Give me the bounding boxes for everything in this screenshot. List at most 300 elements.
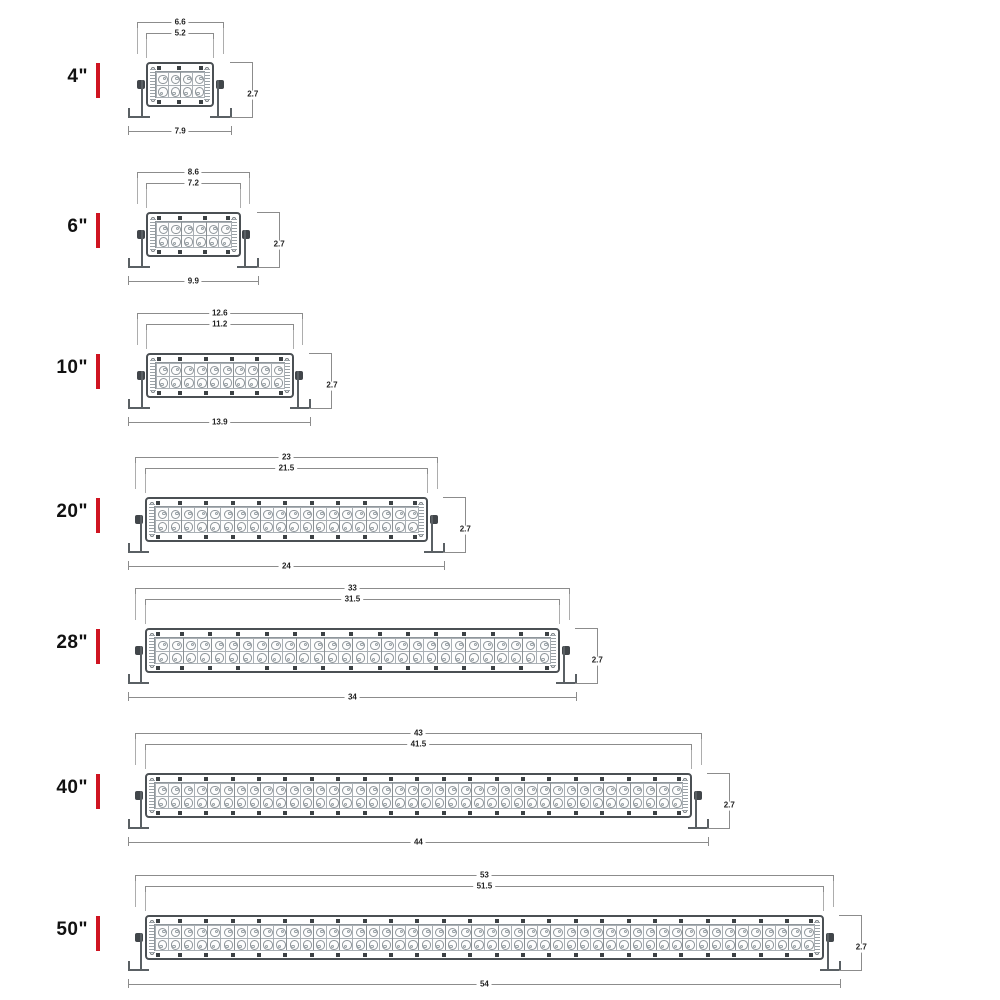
led-reflector-icon xyxy=(171,378,181,388)
led-dot-icon xyxy=(199,383,203,387)
led-reflector-icon xyxy=(487,940,497,950)
led-reflector-icon xyxy=(369,522,379,532)
led-reflector-icon xyxy=(369,786,379,796)
led-reflector-icon xyxy=(257,641,267,651)
size-label: 28" xyxy=(56,632,88,653)
led-reflector-icon xyxy=(356,641,366,651)
led-reflector-icon xyxy=(646,940,656,950)
led-cell xyxy=(366,520,380,534)
led-cell xyxy=(522,651,537,665)
led-dot-icon xyxy=(318,643,322,647)
led-cell xyxy=(432,938,446,952)
led-reflector-icon xyxy=(606,786,616,796)
led-dot-icon xyxy=(383,527,387,531)
led-dot-icon xyxy=(162,512,166,516)
led-dot-icon xyxy=(621,945,625,949)
dim-label: 2.7 xyxy=(323,382,340,391)
rail-bolt-icon xyxy=(547,919,551,923)
dim-tick xyxy=(840,979,841,988)
led-cell xyxy=(603,796,617,810)
led-reflector-icon xyxy=(487,786,497,796)
led-cell xyxy=(735,938,749,952)
led-dot-icon xyxy=(185,242,189,246)
led-cell xyxy=(300,520,314,534)
led-dot-icon xyxy=(806,945,810,949)
led-dot-icon xyxy=(690,930,694,934)
led-reflector-icon xyxy=(314,641,324,651)
led-dot-icon xyxy=(268,930,272,934)
bracket-upright xyxy=(140,515,142,553)
lens-divider xyxy=(180,72,181,97)
red-accent-bar xyxy=(96,213,100,248)
led-reflector-icon xyxy=(593,940,603,950)
rail-bolt-icon xyxy=(279,391,283,395)
dim-label: 11.2 xyxy=(209,320,230,329)
led-dot-icon xyxy=(428,658,432,662)
led-cell xyxy=(260,783,274,797)
led-reflector-icon xyxy=(328,653,338,663)
led-reflector-icon xyxy=(159,366,169,376)
led-dot-icon xyxy=(173,383,177,387)
led-dot-icon xyxy=(743,930,747,934)
dim-tick xyxy=(230,117,252,118)
led-cell xyxy=(234,507,248,521)
rail-bolt-icon xyxy=(389,953,393,957)
led-dot-icon xyxy=(172,92,176,96)
led-cell xyxy=(338,638,353,652)
led-dot-icon xyxy=(317,527,321,531)
led-dot-icon xyxy=(476,803,480,807)
led-cell xyxy=(168,783,182,797)
led-cell xyxy=(181,235,195,249)
lightbar-housing xyxy=(146,212,241,257)
size-row-4 xyxy=(0,8,1000,148)
led-cell xyxy=(271,363,285,377)
led-cell xyxy=(168,520,182,534)
led-cell xyxy=(748,925,762,939)
led-reflector-icon xyxy=(184,225,194,235)
led-reflector-icon xyxy=(158,75,168,85)
led-cell xyxy=(225,638,240,652)
led-cell xyxy=(522,638,537,652)
rail-bolt-icon xyxy=(389,535,393,539)
lens-area xyxy=(155,71,206,98)
lightbar-housing xyxy=(146,62,215,107)
lens-area xyxy=(154,506,420,533)
led-dot-icon xyxy=(175,77,179,81)
dim-label: 7.2 xyxy=(185,179,202,188)
led-reflector-icon xyxy=(316,786,326,796)
dim-label: 7.9 xyxy=(172,127,189,136)
led-dot-icon xyxy=(414,658,418,662)
led-reflector-icon xyxy=(248,378,258,388)
rail-bolt-icon xyxy=(208,666,212,670)
led-cell xyxy=(324,638,339,652)
led-reflector-icon xyxy=(398,653,408,663)
dim-tick xyxy=(839,970,861,971)
led-reflector-icon xyxy=(316,940,326,950)
bracket-foot xyxy=(688,827,709,829)
led-dot-icon xyxy=(212,803,216,807)
led-dot-icon xyxy=(442,658,446,662)
led-dot-icon xyxy=(199,77,203,81)
led-reflector-icon xyxy=(501,928,511,938)
led-dot-icon xyxy=(237,383,241,387)
led-cell xyxy=(155,520,169,534)
led-reflector-icon xyxy=(725,928,735,938)
led-reflector-icon xyxy=(159,237,169,247)
extension-line xyxy=(240,189,241,208)
led-cell xyxy=(352,638,367,652)
led-dot-icon xyxy=(459,643,463,647)
rail-bolt-icon xyxy=(785,953,789,957)
red-accent-bar xyxy=(96,498,100,533)
led-cell xyxy=(156,376,170,390)
led-dot-icon xyxy=(513,658,517,662)
led-dot-icon xyxy=(505,930,509,934)
led-cell xyxy=(197,651,212,665)
led-dot-icon xyxy=(400,512,404,516)
led-reflector-icon xyxy=(514,928,524,938)
led-reflector-icon xyxy=(223,378,233,388)
led-cell xyxy=(181,507,195,521)
bracket-foot xyxy=(128,682,149,684)
led-dot-icon xyxy=(159,803,163,807)
led-cell xyxy=(234,520,248,534)
led-cell xyxy=(656,925,670,939)
led-dot-icon xyxy=(413,512,417,516)
led-dot-icon xyxy=(650,930,654,934)
led-reflector-icon xyxy=(356,940,366,950)
rail-bolt-icon xyxy=(336,777,340,781)
led-dot-icon xyxy=(172,945,176,949)
led-dot-icon xyxy=(532,788,536,792)
led-dot-icon xyxy=(730,930,734,934)
led-reflector-icon xyxy=(342,786,352,796)
led-reflector-icon xyxy=(158,522,168,532)
red-accent-bar xyxy=(96,354,100,389)
lens-divider xyxy=(207,507,208,532)
led-dot-icon xyxy=(320,930,324,934)
led-reflector-icon xyxy=(224,928,234,938)
rail-bolt-icon xyxy=(156,953,160,957)
led-cell xyxy=(282,651,297,665)
rail-bolt-icon xyxy=(406,666,410,670)
rail-bolt-icon xyxy=(545,666,549,670)
led-reflector-icon xyxy=(474,798,484,808)
led-reflector-icon xyxy=(646,798,656,808)
led-reflector-icon xyxy=(408,940,418,950)
led-reflector-icon xyxy=(501,786,511,796)
led-reflector-icon xyxy=(514,786,524,796)
led-reflector-icon xyxy=(395,786,405,796)
led-cell xyxy=(524,925,538,939)
led-dot-icon xyxy=(674,803,678,807)
led-reflector-icon xyxy=(221,237,231,247)
lens-divider xyxy=(630,925,631,950)
led-dot-icon xyxy=(584,788,588,792)
lens-divider xyxy=(260,783,261,808)
lens-divider xyxy=(339,783,340,808)
led-dot-icon xyxy=(334,788,338,792)
rail-bolt-icon xyxy=(378,666,382,670)
rail-bolt-icon xyxy=(363,811,367,815)
led-reflector-icon xyxy=(580,928,590,938)
led-cell xyxy=(445,796,459,810)
rail-bolt-icon xyxy=(236,632,240,636)
led-dot-icon xyxy=(449,803,453,807)
led-dot-icon xyxy=(386,658,390,662)
led-cell xyxy=(682,925,696,939)
extension-line xyxy=(249,178,250,204)
bracket-upright xyxy=(141,371,143,409)
lens-divider xyxy=(233,363,234,388)
led-cell xyxy=(392,925,406,939)
lens-area xyxy=(154,637,552,664)
led-reflector-icon xyxy=(171,75,181,85)
led-reflector-icon xyxy=(210,940,220,950)
led-cell xyxy=(338,651,353,665)
led-cell xyxy=(392,507,406,521)
dim-label: 2.7 xyxy=(457,526,474,535)
led-dot-icon xyxy=(265,803,269,807)
led-reflector-icon xyxy=(699,940,709,950)
led-cell xyxy=(630,796,644,810)
rail-bolt-icon xyxy=(378,632,382,636)
led-reflector-icon xyxy=(235,378,245,388)
led-cell xyxy=(550,796,564,810)
led-dot-icon xyxy=(485,658,489,662)
bracket-foot xyxy=(237,266,259,268)
rail-bolt-icon xyxy=(706,919,710,923)
led-reflector-icon xyxy=(408,786,418,796)
led-dot-icon xyxy=(756,930,760,934)
lens-divider xyxy=(181,222,182,247)
dim-label: 54 xyxy=(477,980,492,989)
led-reflector-icon xyxy=(395,798,405,808)
led-reflector-icon xyxy=(540,940,550,950)
led-cell xyxy=(392,783,406,797)
led-cell xyxy=(233,363,247,377)
led-cell xyxy=(233,376,247,390)
led-reflector-icon xyxy=(355,510,365,520)
lens-divider xyxy=(366,783,367,808)
led-reflector-icon xyxy=(158,928,168,938)
led-reflector-icon xyxy=(514,798,524,808)
rail-bolt-icon xyxy=(178,811,182,815)
led-reflector-icon xyxy=(235,366,245,376)
rail-bolt-icon xyxy=(653,919,657,923)
led-dot-icon xyxy=(436,803,440,807)
rail-bolt-icon xyxy=(462,632,466,636)
red-accent-bar xyxy=(96,774,100,809)
lens-divider xyxy=(181,363,182,388)
led-reflector-icon xyxy=(448,928,458,938)
rail-bolt-icon xyxy=(178,357,182,361)
led-dot-icon xyxy=(571,930,575,934)
led-cell xyxy=(300,507,314,521)
led-dot-icon xyxy=(410,527,414,531)
size-row-28 xyxy=(0,574,1000,714)
led-cell xyxy=(564,925,578,939)
led-reflector-icon xyxy=(646,786,656,796)
led-cell xyxy=(286,796,300,810)
led-reflector-icon xyxy=(580,786,590,796)
rail-bolt-icon xyxy=(231,919,235,923)
lens-divider xyxy=(324,638,325,663)
led-dot-icon xyxy=(273,658,277,662)
dim-label: 8.6 xyxy=(185,168,202,177)
led-cell xyxy=(155,638,170,652)
rail-bolt-icon xyxy=(178,250,182,254)
dim-tick xyxy=(128,979,129,988)
led-dot-icon xyxy=(347,788,351,792)
lens-divider xyxy=(268,638,269,663)
led-cell xyxy=(234,925,248,939)
led-dot-icon xyxy=(185,803,189,807)
led-reflector-icon xyxy=(299,653,309,663)
dim-label: 2.7 xyxy=(721,802,738,811)
led-cell xyxy=(194,507,208,521)
led-cell xyxy=(313,520,327,534)
lens-divider xyxy=(352,638,353,663)
led-dot-icon xyxy=(160,92,164,96)
rail-bolt-icon xyxy=(653,811,657,815)
led-reflector-icon xyxy=(285,653,295,663)
lens-divider xyxy=(522,638,523,663)
led-cell xyxy=(352,651,367,665)
led-cell xyxy=(271,376,285,390)
led-dot-icon xyxy=(647,945,651,949)
led-cell xyxy=(247,783,261,797)
led-reflector-icon xyxy=(261,366,271,376)
led-dot-icon xyxy=(291,945,295,949)
lens-divider xyxy=(465,638,466,663)
led-dot-icon xyxy=(199,945,203,949)
led-cell xyxy=(590,783,604,797)
led-reflector-icon xyxy=(171,798,181,808)
led-reflector-icon xyxy=(289,510,299,520)
led-dot-icon xyxy=(700,945,704,949)
led-cell xyxy=(405,783,419,797)
rail-bolt-icon xyxy=(363,919,367,923)
lens-divider xyxy=(207,363,208,388)
led-dot-icon xyxy=(224,383,228,387)
lens-divider xyxy=(207,783,208,808)
led-cell xyxy=(286,925,300,939)
led-reflector-icon xyxy=(274,378,284,388)
led-cell xyxy=(234,796,248,810)
led-reflector-icon xyxy=(276,522,286,532)
rail-bolt-icon xyxy=(336,953,340,957)
led-reflector-icon xyxy=(567,928,577,938)
led-reflector-icon xyxy=(197,786,207,796)
led-cell xyxy=(339,783,353,797)
led-dot-icon xyxy=(529,803,533,807)
led-dot-icon xyxy=(400,930,404,934)
led-cell xyxy=(286,520,300,534)
led-reflector-icon xyxy=(184,237,194,247)
bracket-foot xyxy=(424,551,445,553)
led-cell xyxy=(310,638,325,652)
led-dot-icon xyxy=(389,643,393,647)
led-dot-icon xyxy=(779,945,783,949)
led-reflector-icon xyxy=(778,928,788,938)
led-reflector-icon xyxy=(172,641,182,651)
led-dot-icon xyxy=(608,945,612,949)
led-cell xyxy=(156,235,170,249)
led-reflector-icon xyxy=(200,641,210,651)
led-reflector-icon xyxy=(540,928,550,938)
rail-bolt-icon xyxy=(521,777,525,781)
lens-divider xyxy=(392,925,393,950)
led-dot-icon xyxy=(219,643,223,647)
led-reflector-icon xyxy=(196,225,206,235)
bracket-tick xyxy=(128,961,130,971)
bracket-foot xyxy=(128,551,149,553)
rail-bolt-icon xyxy=(204,357,208,361)
led-dot-icon xyxy=(187,77,191,81)
bracket-tick xyxy=(128,108,130,118)
led-cell xyxy=(379,520,393,534)
led-reflector-icon xyxy=(303,786,313,796)
rail-bolt-icon xyxy=(415,953,419,957)
led-reflector-icon xyxy=(685,940,695,950)
rail-bolt-icon xyxy=(321,632,325,636)
dim-label: 43 xyxy=(411,729,426,738)
led-reflector-icon xyxy=(448,940,458,950)
rail-bolt-icon xyxy=(349,632,353,636)
extension-line xyxy=(146,330,147,349)
led-dot-icon xyxy=(281,930,285,934)
dim-label: 21.5 xyxy=(276,464,298,473)
led-reflector-icon xyxy=(474,786,484,796)
rail-bolt-icon xyxy=(177,66,181,70)
led-reflector-icon xyxy=(527,786,537,796)
led-reflector-icon xyxy=(171,786,181,796)
rail-bolt-icon xyxy=(495,953,499,957)
led-reflector-icon xyxy=(261,378,271,388)
led-reflector-icon xyxy=(580,798,590,808)
led-cell xyxy=(418,796,432,810)
extension-line xyxy=(137,178,138,204)
bracket-foot xyxy=(128,969,149,971)
led-cell xyxy=(643,925,657,939)
led-cell xyxy=(451,638,466,652)
led-reflector-icon xyxy=(593,928,603,938)
led-dot-icon xyxy=(661,945,665,949)
led-dot-icon xyxy=(291,527,295,531)
led-cell xyxy=(168,796,182,810)
led-dot-icon xyxy=(410,803,414,807)
rail-bolt-icon xyxy=(178,535,182,539)
led-cell xyxy=(630,783,644,797)
led-dot-icon xyxy=(647,803,651,807)
led-reflector-icon xyxy=(290,940,300,950)
led-reflector-icon xyxy=(659,928,669,938)
led-cell xyxy=(181,783,195,797)
led-reflector-icon xyxy=(435,786,445,796)
lens-divider xyxy=(471,925,472,950)
extension-line xyxy=(437,463,438,489)
led-reflector-icon xyxy=(210,798,220,808)
led-cell xyxy=(247,520,261,534)
rail-bolt-icon xyxy=(310,777,314,781)
lens-area xyxy=(154,924,816,951)
led-cell xyxy=(260,520,274,534)
rail-bolt-icon xyxy=(413,501,417,505)
led-cell xyxy=(480,638,495,652)
